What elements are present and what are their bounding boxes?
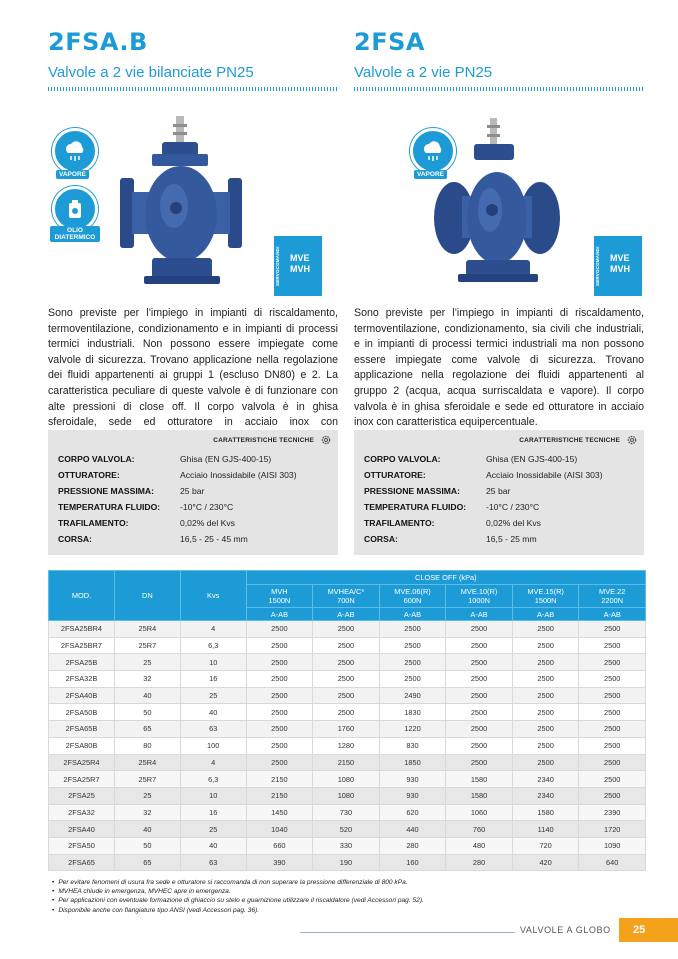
close-off-table [48,570,646,871]
technical-specs: CARATTERISTICHE TECNICHE CORPO VALVOLA: Ghisa (EN GJS-400-15) OTTURATORE: Acciaio Inossidabile (AISI 303) PRESSIONE MASSIMA: 25 bar TEMPERATURA FLUIDO: -10°C / 230°C TRAFILAMENTO: 0,02% del Kvs CORSA: 16,5 - 25 - 45 mm [48,430,338,555]
table-cell: 63 [180,854,246,871]
table-cell: 520 [313,821,380,838]
table-cell: 10 [180,787,246,804]
table-cell: 2500 [446,721,513,738]
table-cell: 1450 [246,804,313,821]
table-cell: 2500 [446,704,513,721]
table-cell: 2FSA65B [49,721,115,738]
table-cell: 2390 [579,804,646,821]
table-cell: 2500 [446,737,513,754]
table-cell: 280 [379,837,446,854]
table-cell: 2500 [446,637,513,654]
table-cell: 63 [180,721,246,738]
table-cell: 2500 [579,721,646,738]
product-subtitle: Valvole a 2 vie PN25 [354,64,493,81]
table-cell: 2FSA80B [49,737,115,754]
table-row [49,837,646,854]
col-header-kvs: Kvs [180,571,246,621]
table-row [49,787,646,804]
table-cell: 2FSA25B [49,654,115,671]
col-header-mod: MOD. [49,571,115,621]
col-header-flow: A-AB [379,608,446,621]
actuator-model: MVH [290,264,310,274]
table-cell: 1850 [379,754,446,771]
table-cell: 6,3 [180,771,246,788]
table-cell: 330 [313,837,380,854]
product-title: 2FSA.B [48,28,148,56]
table-cell: 2500 [579,671,646,688]
table-cell: 100 [180,737,246,754]
table-cell: 2FSA25BR7 [49,637,115,654]
table-row [49,704,646,721]
table-cell: 1580 [446,787,513,804]
table-cell: 2500 [579,654,646,671]
table-cell: 2500 [313,637,380,654]
footnote: • Per evitare fenomeni di usura fra sede e otturatore si raccomanda di non superare la pressione differenziale di 800 kPa. [48,878,648,887]
table-cell: 40 [180,704,246,721]
table-cell: 50 [114,704,180,721]
table-cell: 25R7 [114,771,180,788]
table-cell: 160 [379,854,446,871]
table-cell: 2500 [246,704,313,721]
table-cell: 2500 [512,721,579,738]
table-cell: 2500 [246,687,313,704]
col-header-flow: A-AB [246,608,313,621]
table-cell: 2500 [512,737,579,754]
table-cell: 2500 [313,654,380,671]
table-cell: 720 [512,837,579,854]
table-cell: 2500 [512,671,579,688]
table-cell: 2FSA50 [49,837,115,854]
table-cell: 40 [114,687,180,704]
product-photo [354,110,644,300]
technical-specs: CARATTERISTICHE TECNICHE CORPO VALVOLA: Ghisa (EN GJS-400-15) OTTURATORE: Acciaio Inossidabile (AISI 303) PRESSIONE MASSIMA: 25 bar TEMPERATURA FLUIDO: -10°C / 230°C TRAFILAMENTO: 0,02% del Kvs CORSA: 16,5 - 25 mm [354,430,644,555]
product-title: 2FSA [354,28,425,56]
table-cell: 190 [313,854,380,871]
table-cell: 25R4 [114,621,180,638]
table-cell: 930 [379,787,446,804]
badge-label: VAPORE [414,170,447,179]
table-cell: 2FSA50B [49,704,115,721]
table-row [49,637,646,654]
badge-label: VAPORE [56,170,89,179]
table-cell: 50 [114,837,180,854]
col-header-flow: A-AB [579,608,646,621]
table-cell: 2500 [379,621,446,638]
table-cell: 2500 [313,671,380,688]
table-cell: 760 [446,821,513,838]
table-cell: 2FSA25 [49,787,115,804]
table-cell: 2340 [512,787,579,804]
page-number: 25 [619,918,678,942]
table-cell: 1280 [313,737,380,754]
col-header-dn: DN [114,571,180,621]
table-cell: 25 [114,654,180,671]
table-cell: 2FSA65 [49,854,115,871]
steam-cloud-icon [52,128,98,174]
actuators-tag-label: SERVOCOMANDI [595,246,600,286]
col-header-flow: A-AB [512,608,579,621]
table-cell: 32 [114,804,180,821]
table-cell: 2500 [512,621,579,638]
table-cell: 2500 [579,737,646,754]
table-cell: 2500 [512,754,579,771]
specs-heading: CARATTERISTICHE TECNICHE [519,437,620,444]
table-cell: 620 [379,804,446,821]
table-cell: 2500 [512,704,579,721]
table-cell: 1580 [512,804,579,821]
col-header-actuator: MVH 1500N [246,585,313,608]
actuators-tag-label: SERVOCOMANDI [275,246,280,286]
table-cell: 2500 [246,721,313,738]
col-header-actuator: MVE.06(R) 600N [379,585,446,608]
table-cell: 1080 [313,771,380,788]
col-header-flow: A-AB [446,608,513,621]
table-cell: 10 [180,654,246,671]
table-cell: 1220 [379,721,446,738]
table-cell: 1580 [446,771,513,788]
footnote: • MVHEA chiude in emergenza, MVHEC apre in emergenza. [48,887,648,896]
dotted-divider [354,87,644,91]
product-subtitle: Valvole a 2 vie bilanciate PN25 [48,64,254,81]
actuators-tag [594,236,642,296]
table-cell: 2500 [579,787,646,804]
table-cell: 40 [114,821,180,838]
table-cell: 2FSA40B [49,687,115,704]
table-row [49,754,646,771]
col-header-actuator: MVE.10(R) 1000N [446,585,513,608]
table-cell: 2500 [313,687,380,704]
table-cell: 40 [180,837,246,854]
col-header-close-off: CLOSE OFF (kPa) [246,571,645,585]
table-cell: 25 [180,821,246,838]
table-cell: 420 [512,854,579,871]
table-cell: 1830 [379,704,446,721]
table-cell: 2500 [246,671,313,688]
table-cell: 280 [446,854,513,871]
table-cell: 2FSA25R4 [49,754,115,771]
table-cell: 440 [379,821,446,838]
footnote: • Per applicazioni con eventuale formazione di ghiaccio su stelo e guarnizione utilizzare il riscaldatore (vedi Accessori pag. 52). [48,896,648,905]
product-description: Sono previste per l’impiego in impianti di riscaldamento, termoventilazione, condizionamento, sia civili che industriali, e in impianti di processi termici industriali ma non possono essere impiegate come valvole di sicurezza. Trovano applicazione nella regolazione dei fluidi appartenenti al gruppo 2 (acqua, acqua surriscaldata e vapore). Il corpo valvola è in ghisa sferoidale e sede ed otturatore in acciaio inox con caratteristica equipercentuale. [354,307,644,429]
table-cell: 390 [246,854,313,871]
table-row [49,821,646,838]
product-description: Sono previste per l’impiego in impianti di riscaldamento, termoventilazione, condizionamento e in impianti di processi termici industriali. Non possono essere impiegate come valvole di sicurezza. Trovano applicazione nella regolazione dei fluidi appartenenti ai gruppi 1 (escluso DN80) e 2. La caratteristica peculiare di queste valvole è di funzionare con alte pressioni di close off. Il corpo valvola è in ghisa sferoidale, sede ed otturatore in acciaio inox con [48,307,338,429]
table-cell: 2500 [246,637,313,654]
table-cell: 4 [180,754,246,771]
table-cell: 2490 [379,687,446,704]
table-cell: 2500 [579,771,646,788]
table-cell: 2340 [512,771,579,788]
table-cell: 2150 [246,787,313,804]
table-cell: 2FSA32B [49,671,115,688]
footer-section-title: VALVOLE A GLOBO [520,925,611,935]
table-cell: 16 [180,804,246,821]
table-cell: 2FSA25R7 [49,771,115,788]
table-cell: 16 [180,671,246,688]
table-row [49,687,646,704]
table-cell: 480 [446,837,513,854]
table-cell: 2500 [246,737,313,754]
table-cell: 2150 [246,771,313,788]
table-cell: 930 [379,771,446,788]
table-cell: 2500 [446,621,513,638]
table-cell: 25R4 [114,754,180,771]
col-header-actuator: MVE.22 2200N [579,585,646,608]
table-cell: 2500 [379,637,446,654]
table-row [49,721,646,738]
table-cell: 2500 [446,687,513,704]
table-cell: 2500 [246,754,313,771]
table-row [49,621,646,638]
table-cell: 1760 [313,721,380,738]
table-cell: 1140 [512,821,579,838]
table-cell: 2150 [313,754,380,771]
table-row [49,654,646,671]
dotted-divider [48,87,338,91]
table-row [49,771,646,788]
table-cell: 2500 [512,687,579,704]
table-cell: 4 [180,621,246,638]
actuators-tag [274,236,322,296]
footnotes [48,878,648,915]
table-row [49,737,646,754]
table-cell: 830 [379,737,446,754]
actuator-model: MVE [290,253,310,263]
table-cell: 6,3 [180,637,246,654]
table-cell: 1060 [446,804,513,821]
table-cell: 2FSA40 [49,821,115,838]
col-header-flow: A-AB [313,608,380,621]
table-cell: 80 [114,737,180,754]
table-cell: 2500 [579,754,646,771]
table-cell: 2500 [379,671,446,688]
table-row [49,854,646,871]
table-cell: 1720 [579,821,646,838]
table-cell: 640 [579,854,646,871]
table-cell: 2500 [579,621,646,638]
col-header-actuator: MVHEA/C* 700N [313,585,380,608]
table-cell: 2500 [446,671,513,688]
table-cell: 2500 [579,687,646,704]
table-cell: 2500 [512,637,579,654]
footer-divider [300,932,515,933]
badge-label: OLIO DIATERMICO [50,226,100,242]
table-cell: 730 [313,804,380,821]
table-cell: 32 [114,671,180,688]
footnote: • Disponibile anche con flangiature tipo ANSI (vedi Accessori pag. 36). [48,906,648,915]
table-cell: 2500 [246,621,313,638]
table-cell: 660 [246,837,313,854]
table-cell: 25R7 [114,637,180,654]
table-cell: 2FSA25BR4 [49,621,115,638]
gear-icon [626,434,638,446]
table-cell: 2500 [379,654,446,671]
table-cell: 25 [114,787,180,804]
table-cell: 2FSA32 [49,804,115,821]
table-cell: 2500 [446,654,513,671]
table-cell: 1040 [246,821,313,838]
product-photo [48,110,338,300]
table-cell: 2500 [446,754,513,771]
table-cell: 2500 [512,654,579,671]
table-cell: 1080 [313,787,380,804]
table-cell: 2500 [313,621,380,638]
table-row [49,671,646,688]
table-cell: 65 [114,721,180,738]
specs-heading: CARATTERISTICHE TECNICHE [213,437,314,444]
table-cell: 2500 [579,637,646,654]
actuator-model: MVE [610,253,630,263]
steam-cloud-icon [410,128,456,174]
gear-icon [320,434,332,446]
table-cell: 65 [114,854,180,871]
table-cell: 2500 [313,704,380,721]
table-cell: 2500 [579,704,646,721]
table-cell: 1090 [579,837,646,854]
table-cell: 25 [180,687,246,704]
actuator-model: MVH [610,264,630,274]
col-header-actuator: MVE.15(R) 1500N [512,585,579,608]
table-row [49,804,646,821]
table-cell: 2500 [246,654,313,671]
